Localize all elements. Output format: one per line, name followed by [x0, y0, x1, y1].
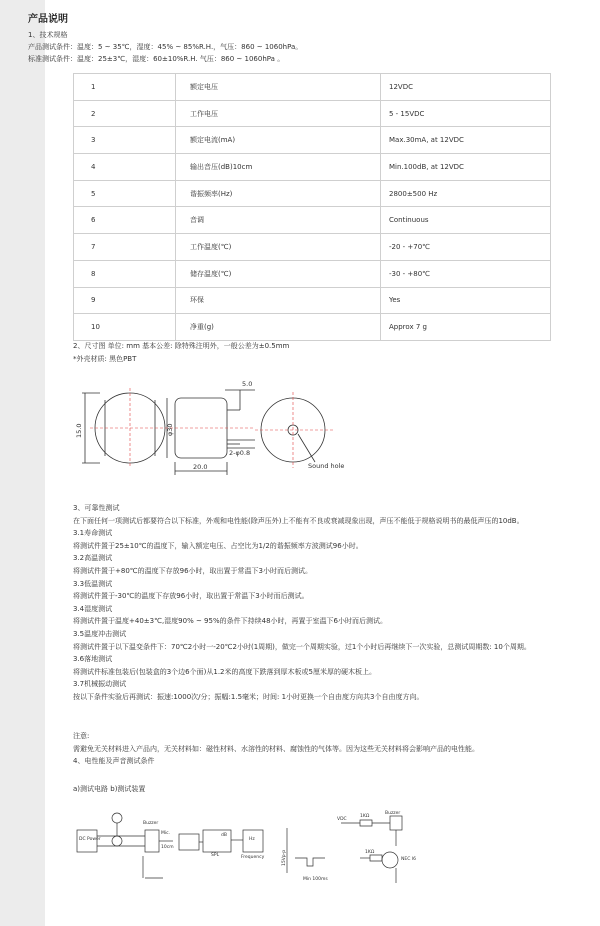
table-cell-value: 2800±500 Hz — [381, 180, 551, 207]
label-phi30: φ30 — [166, 423, 174, 436]
label-15-0: 15.0 — [75, 423, 83, 438]
table-cell-item: 净重(g) — [176, 314, 381, 341]
vp-label: 15Vp-p — [282, 849, 287, 866]
voltmeter-symbol — [112, 836, 122, 846]
buzzer-box — [145, 830, 159, 852]
table-row — [74, 207, 551, 234]
test-conditions: 产品测试条件：温度：5 ~ 35℃，湿度：45% ~ 85%R.H.，气压：860 ~ 1060hPa。 — [28, 43, 303, 51]
reliability-item-title: 3.2高温测试 — [73, 554, 113, 563]
reliability-item-title: 3.5温度冲击测试 — [73, 629, 127, 638]
hz-label: Hz — [249, 837, 255, 842]
reliability-item-desc: 将测试件置于+80℃的温度下存放96小时，取出置于常温下3小时而后测试。 — [73, 566, 312, 575]
table-cell-no: 5 — [74, 180, 176, 207]
buzzer2-label: Buzzer — [385, 811, 401, 816]
table-row — [74, 154, 551, 181]
material-note: *外壳材质: 黑色PBT — [73, 354, 137, 363]
label-sound-hole: Sound hole — [308, 462, 345, 470]
dimension-section — [73, 340, 573, 365]
buzzer2-box — [390, 816, 402, 830]
reliability-item-desc: 将测试件置于温度+40±3℃,湿度90% ~ 95%的条件下持续48小时，再置于室温下6小时而后测试。 — [73, 617, 387, 626]
ammeter-symbol — [112, 813, 122, 823]
reliability-item-desc: 按以下条件实验后再测试：振速:1000次/分；振幅:1.5毫米；时间: 1小时更换一个自由度方向共3个自由度方向。 — [73, 692, 424, 701]
reliability-item-title: 3.3低温测试 — [73, 579, 113, 588]
reliability-item-title: 3.4湿度测试 — [73, 604, 113, 613]
table-cell-item: 谐振频率(Hz) — [176, 180, 381, 207]
table-cell-value: Min.100dB, at 12VDC — [381, 154, 551, 181]
circuit-diagram — [75, 808, 435, 898]
table-cell-item: 工作电压 — [176, 100, 381, 127]
table-cell-no: 8 — [74, 260, 176, 287]
table-cell-no: 2 — [74, 100, 176, 127]
circuit-heading: 4、电性能及声音测试条件 — [73, 757, 155, 766]
tech-heading: 1、技术规格 — [28, 31, 68, 39]
reliability-item-desc: 将测试件置于25±10℃的温度下，输入额定电压、占空比为1/2的谐振频率方波测试96小时。 — [73, 541, 363, 550]
dist-label: 10cm — [161, 845, 174, 850]
table-cell-item: 音调 — [176, 207, 381, 234]
table-cell-value: 12VDC — [381, 74, 551, 101]
notes-text: 需避免无关材料进入产品内，无关材料如：磁性材料、水溶性的材料、腐蚀性的气体等。因为这些无关材料将会影响产品的电性能。 — [73, 744, 479, 753]
nec-label: NEC I6 — [401, 857, 416, 862]
dc-power-label: DC Power — [79, 837, 101, 842]
table-cell-value: Max.30mA, at 12VDC — [381, 127, 551, 154]
table-cell-no: 7 — [74, 234, 176, 261]
table-row — [74, 100, 551, 127]
table-cell-value: Yes — [381, 287, 551, 314]
buzzer-label: Buzzer — [143, 821, 159, 826]
table-cell-value: Continuous — [381, 207, 551, 234]
table-cell-item: 额定电压 — [176, 74, 381, 101]
reliability-item-desc: 将测试件置于以下温变条件下：70℃2小时一-20℃2小时(1周期)，做完一个周期实验，过1个小时后再继续下一次实验，总测试周期数: 10个周期。 — [73, 642, 531, 651]
table-cell-item: 工作温度(℃) — [176, 234, 381, 261]
table-row — [74, 314, 551, 341]
table-cell-no: 1 — [74, 74, 176, 101]
table-row — [74, 260, 551, 287]
table-row — [74, 180, 551, 207]
table-cell-item: 额定电流(mA) — [176, 127, 381, 154]
circuit-subheading: a)测试电路 b)测试装置 — [73, 784, 146, 793]
table-row — [74, 127, 551, 154]
table-cell-no: 9 — [74, 287, 176, 314]
content — [28, 14, 548, 65]
table-cell-item: 环保 — [176, 287, 381, 314]
table-cell-no: 4 — [74, 154, 176, 181]
frequency-label: Frequency — [241, 855, 265, 860]
table-cell-item: 输出音压(dB)10cm — [176, 154, 381, 181]
table-cell-item: 储存温度(℃) — [176, 260, 381, 287]
table-cell-value: -30 - +80℃ — [381, 260, 551, 287]
r1-label: 1KΩ — [360, 814, 370, 819]
notes-section — [73, 730, 573, 795]
table-cell-value: -20 - +70℃ — [381, 234, 551, 261]
reliability-item-desc: 将测试件标准包装后(包装盒的3个边6个面)从1.2米的高度下跌落到厚木板或5厘米厚的硬木板上。 — [73, 667, 376, 676]
table-row — [74, 234, 551, 261]
page-title: 产品说明 — [28, 14, 68, 25]
table-cell-no: 3 — [74, 127, 176, 154]
reliability-heading: 3、可靠性测试 — [73, 504, 120, 512]
standard-conditions: 标准测试条件：温度：25±3℃，湿度：60±10%R.H. 气压：860 ~ 1060hPa 。 — [28, 55, 285, 63]
spl-label: SPL — [211, 853, 220, 858]
min-label: Min 100ms — [303, 877, 328, 882]
table-cell-no: 6 — [74, 207, 176, 234]
reliability-item-title: 3.1寿命测试 — [73, 529, 113, 538]
transistor-symbol — [382, 852, 398, 868]
reliability-item-desc: 将测试件置于-30℃的温度下存放96小时，取出置于常温下3小时而后测试。 — [73, 592, 309, 601]
table-cell-no: 10 — [74, 314, 176, 341]
vdc-label: VDC — [337, 817, 347, 822]
table-cell-value: Approx 7 g — [381, 314, 551, 341]
mic-label: Mic. — [161, 831, 171, 836]
table-row — [74, 74, 551, 101]
mic-box — [179, 834, 199, 850]
reliability-intro: 在下面任何一项测试后都要符合以下标准，外观和电性能(除声压外)上不能有不良或衰减现象出现，声压不能低于规格说明书的最低声压的10dB。 — [73, 516, 524, 525]
r2-label: 1KΩ — [365, 850, 375, 855]
db-label: dB — [221, 833, 227, 838]
dimension-drawing — [60, 370, 390, 485]
notes-heading: 注意: — [73, 732, 90, 740]
table-row — [74, 287, 551, 314]
reliability-item-title: 3.6落地测试 — [73, 655, 113, 664]
reliability-section — [73, 502, 573, 704]
dimension-heading: 2、尺寸图 单位: mm 基本公差: 除特殊注明外，一般公差为±0.5mm — [73, 342, 290, 350]
label-5-0: 5.0 — [242, 380, 253, 388]
reliability-item-title: 3.7机械振动测试 — [73, 680, 127, 689]
label-20-0: 20.0 — [193, 463, 208, 471]
spec-table — [73, 73, 551, 341]
table-cell-value: 5 - 15VDC — [381, 100, 551, 127]
label-pin: 2-φ0.8 — [229, 449, 251, 457]
